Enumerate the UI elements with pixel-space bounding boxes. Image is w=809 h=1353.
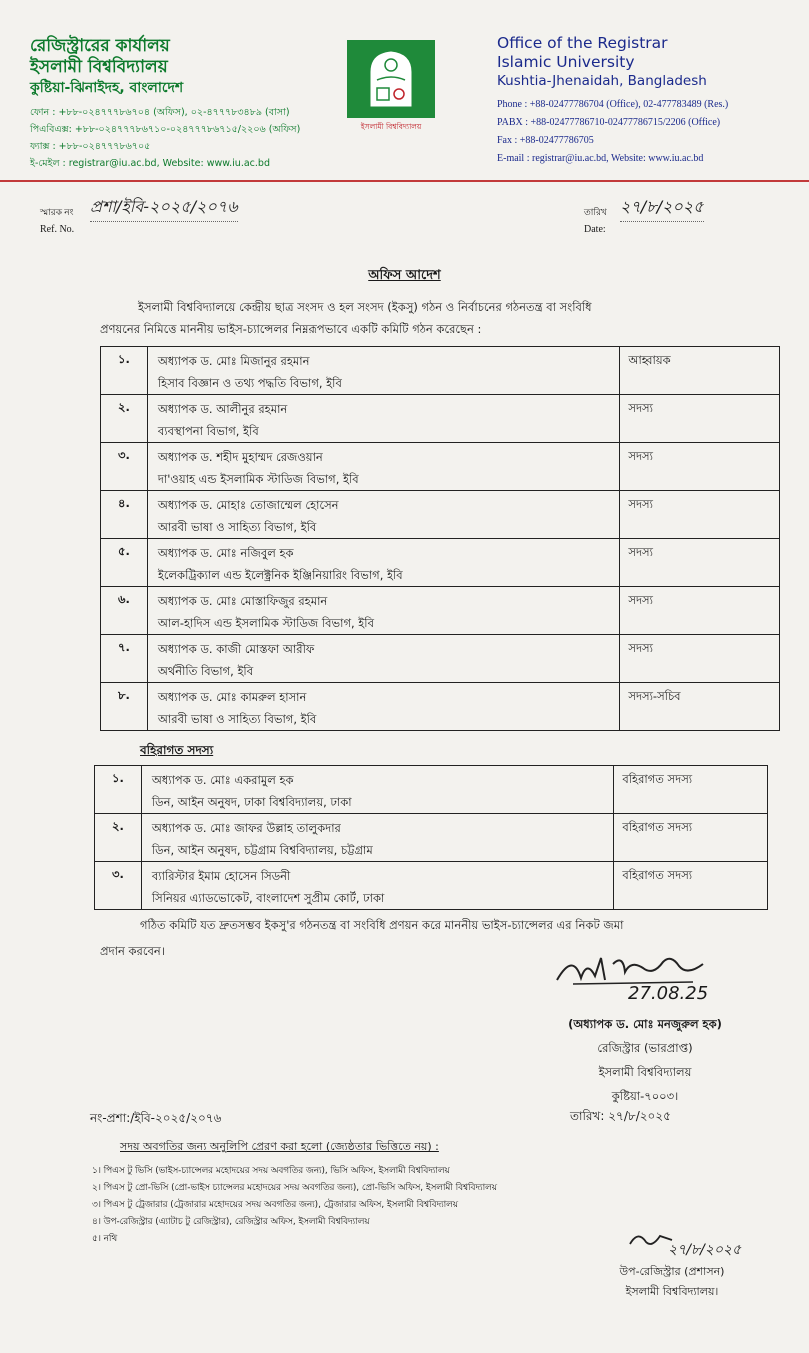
member-department: ব্যবস্থাপনা বিভাগ, ইবি [157,424,259,438]
copy-heading: সদয় অবগতির জন্য অনুলিপি প্রেরণ করা হলো (জ্যেষ্ঠতার ভিত্তিতে নয়) : [120,1140,439,1153]
ref-label-en: Ref. No. [40,224,75,235]
member-role: সদস্য [620,443,780,491]
member-row [101,443,780,491]
header-bn-line: কুষ্টিয়া-ঝিনাইদহ, বাংলাদেশ [30,80,184,96]
member-department: দা'ওয়াহ এন্ড ইসলামিক স্টাডিজ বিভাগ, ইবি [157,472,359,486]
member-role: বহিরাগত সদস্য [614,814,768,862]
member-row [101,491,780,539]
bn-email: ই-মেইল : registrar@iu.ac.bd, Website: www.iu.ac.bd [30,158,270,169]
header-bn-line: ইসলামী বিশ্ববিদ্যালয় [30,57,168,77]
header-bn-line: রেজিস্ট্রারের কার্যালয় [30,36,170,56]
committee-table [100,346,780,731]
member-department: ডিন, আইন অনুষদ, ঢাকা বিশ্ববিদ্যালয়, ঢাকা [151,795,352,809]
document-title [0,266,809,287]
university-logo [347,40,435,134]
copy-signatory-org: ইসলামী বিশ্ববিদ্যালয়। [625,1285,719,1298]
intro-line: প্রণয়নের নিমিত্তে মাননীয় ভাইস-চ্যান্সেলর নিম্নরূপভাবে একটি কমিটি গঠন করেছেন : [100,322,482,336]
member-department: সিনিয়র এ্যাডভোকেট, বাংলাদেশ সুপ্রীম কোর্ট, ঢাকা [151,891,385,905]
member-details [141,862,613,910]
signature-date: 27.08.25 [628,983,709,1004]
logo-caption: ইসলামী বিশ্ববিদ্যালয় [360,122,422,131]
member-details [147,491,620,539]
copy-item: ৩। পিএস টু ট্রেজারার (ট্রেজারার মহোদয়ের সদয় অবগতির জন্য), ট্রেজারার অফিস, ইসলামী বিশ্ববিদ্যালয় [92,1200,458,1210]
member-department: ইলেকট্রিক্যাল এন্ড ইলেক্ট্রনিক ইঞ্জিনিয়ারিং বিভাগ, ইবি [157,568,403,582]
member-name: ব্যারিস্টার ইমাম হোসেন সিডনী [151,869,291,883]
member-role: বহিরাগত সদস্য [614,766,768,814]
member-row [101,683,780,731]
member-role: সদস্য [620,539,780,587]
member-row [101,635,780,683]
bn-phone: ফোন : +৮৮-০২৪৭৭৭৮৬৭০৪ (অফিস), ০২-৪৭৭৭৮৩৪৮৯ (বাসা) [30,107,290,118]
ref-number: প্রশা/ইবি-২০২৫/২০৭৬ [90,194,238,222]
member-number: ৮. [101,683,148,731]
member-details [147,395,620,443]
member-number: ১. [101,347,148,395]
member-name: অধ্যাপক ড. মোঃ একরামুল হক [151,773,294,787]
bn-fax: ফ্যাক্স : +৮৮-০২৪৭৭৭৮৬৭০৫ [30,141,151,152]
en-fax: Fax : +88-02477786705 [497,135,594,146]
member-department: হিসাব বিজ্ঞান ও তথ্য পদ্ধতি বিভাগ, ইবি [157,376,342,390]
member-name: অধ্যাপক ড. কাজী মোস্তফা আরীফ [157,642,315,656]
member-details [147,635,620,683]
copy-item: ৪। উপ-রেজিস্ট্রার (এ্যাটাচ টু রেজিস্ট্রার), রেজিস্ট্রার অফিস, ইসলামী বিশ্ববিদ্যালয় [92,1217,370,1227]
member-department: আল-হাদিস এন্ড ইসলামিক স্টাডিজ বিভাগ, ইবি [157,616,374,630]
member-name: অধ্যাপক ড. মোহাঃ তোজাম্মেল হোসেন [157,498,339,512]
member-role: সদস্য [620,635,780,683]
date-label-bn: তারিখ [584,207,607,217]
header-en-line: Office of the Registrar [497,34,668,52]
member-number: ৫. [101,539,148,587]
external-members-title: বহিরাগত সদস্য [140,743,214,757]
member-details [147,683,620,731]
member-department: আরবী ভাষা ও সাহিত্য বিভাগ, ইবি [157,520,317,534]
header-divider [0,180,809,182]
member-row [95,814,768,862]
closing-line: গঠিত কমিটি যত দ্রুতসম্ভব ইকসু'র গঠনতন্ত্র বা সংবিধি প্রণয়ন করে মাননীয় ভাইস-চ্যান্সেলর এর নিকট জমা [140,918,624,932]
en-email: E-mail : registrar@iu.ac.bd, Website: www.iu.ac.bd [497,153,704,164]
member-name: অধ্যাপক ড. আলীনুর রহমান [157,402,288,416]
member-number: ৪. [101,491,148,539]
member-row [95,862,768,910]
intro-line: ইসলামী বিশ্ববিদ্যালয়ে কেন্দ্রীয় ছাত্র সংসদ ও হল সংসদ (ইকসু) গঠন ও নির্বাচনের গঠনতন্ত্র বা সংবিধি [138,300,592,314]
member-number: ২. [101,395,148,443]
member-name: অধ্যাপক ড. মোঃ মিজানুর রহমান [157,354,310,368]
copy-item: ২। পিএস টু প্রো-ভিসি (প্রো-ভাইস চ্যান্সেলর মহোদয়ের সদয় অবগতির জন্য), প্রো-ভিসি অফিস, ইসলামী বিশ্ববিদ্যালয় [92,1183,497,1193]
date-label-en: Date: [584,224,606,235]
copy-memo-number: নং-প্রশা:/ইবি-২০২৫/২০৭৬ [90,1111,222,1125]
emblem-icon [361,48,421,110]
copy-item: ১। পিএস টু ভিসি (ভাইস-চ্যান্সেলর মহোদয়ের সদয় অবগতির জন্য), ভিসি অফিস, ইসলামী বিশ্ববিদ্যালয় [92,1166,450,1176]
member-name: অধ্যাপক ড. মোঃ কামরুল হাসান [157,690,307,704]
signatory-block [540,1012,750,1108]
member-row [95,766,768,814]
member-number: ২. [95,814,142,862]
member-row [101,587,780,635]
member-details [147,347,620,395]
logo-emblem [347,40,435,118]
header-en-title [497,34,707,91]
closing-line: প্রদান করবেন। [100,944,165,958]
signatory-designation: রেজিস্ট্রার (ভারপ্রাপ্ত) [597,1041,693,1055]
member-role: সদস্য [620,587,780,635]
member-row [101,539,780,587]
copy-item: ৫। নথি [92,1234,118,1244]
member-details [147,539,620,587]
member-department: অর্থনীতি বিভাগ, ইবি [157,664,254,678]
member-name: অধ্যাপক ড. মোঃ নজিবুল হক [157,546,294,560]
date-value: ২৭/৮/২০২৫ [620,194,704,222]
header-en-line: Kushtia-Jhenaidah, Bangladesh [497,73,707,89]
member-number: ১. [95,766,142,814]
header-bn-title [30,36,183,99]
copy-signatory [592,1262,752,1302]
member-role: আহ্বায়ক [620,347,780,395]
document-title-text: অফিস আদেশ [368,268,441,283]
signatory-place: কুষ্টিয়া-৭০০৩। [611,1089,679,1103]
member-row [101,347,780,395]
member-number: ৬. [101,587,148,635]
member-number: ৩. [95,862,142,910]
bn-pabx: পিএবিএক্স: +৮৮-০২৪৭৭৭৮৬৭১০-০২৪৭৭৭৮৬৭১৫/২২০৬ (অফিস) [30,124,301,135]
copy-date: তারিখ: ২৭/৮/২০২৫ [570,1109,671,1123]
member-role: সদস্য [620,491,780,539]
member-number: ৩. [101,443,148,491]
signatory-name: (অধ্যাপক ড. মোঃ মনজুরুল হক) [568,1017,722,1031]
member-details [147,443,620,491]
intro-paragraph [100,296,780,340]
member-name: অধ্যাপক ড. মোঃ জাফর উল্লাহ তালুকদার [151,821,341,835]
en-phone: Phone : +88-02477786704 (Office), 02-477783489 (Res.) [497,99,729,110]
date-label [584,203,607,239]
ref-label-bn: স্মারক নং [40,207,74,217]
member-name: অধ্যাপক ড. মোঃ মোস্তাফিজুর রহমান [157,594,328,608]
member-department: আরবী ভাষা ও সাহিত্য বিভাগ, ইবি [157,712,317,726]
copy-signature-date: ২৭/৮/২০২৫ [668,1242,742,1258]
header-en-contact [497,96,728,168]
header-en-line: Islamic University [497,53,635,71]
member-row [101,395,780,443]
member-number: ৭. [101,635,148,683]
copy-list [92,1163,497,1248]
external-members-table [94,765,768,910]
header-bn-contact [30,104,300,172]
ref-label [40,203,74,239]
member-department: ডিন, আইন অনুষদ, চট্টগ্রাম বিশ্ববিদ্যালয়, চট্টগ্রাম [151,843,373,857]
en-pabx: PABX : +88-02477786710-02477786715/2206 (Office) [497,117,721,128]
member-role: সদস্য [620,395,780,443]
signatory-org: ইসলামী বিশ্ববিদ্যালয় [598,1065,692,1079]
member-details [141,766,613,814]
copy-signatory-designation: উপ-রেজিস্ট্রার (প্রশাসন) [619,1265,725,1278]
member-role: বহিরাগত সদস্য [614,862,768,910]
member-details [147,587,620,635]
member-role: সদস্য-সচিব [620,683,780,731]
member-details [141,814,613,862]
member-name: অধ্যাপক ড. শহীদ মুহাম্মদ রেজওয়ান [157,450,323,464]
